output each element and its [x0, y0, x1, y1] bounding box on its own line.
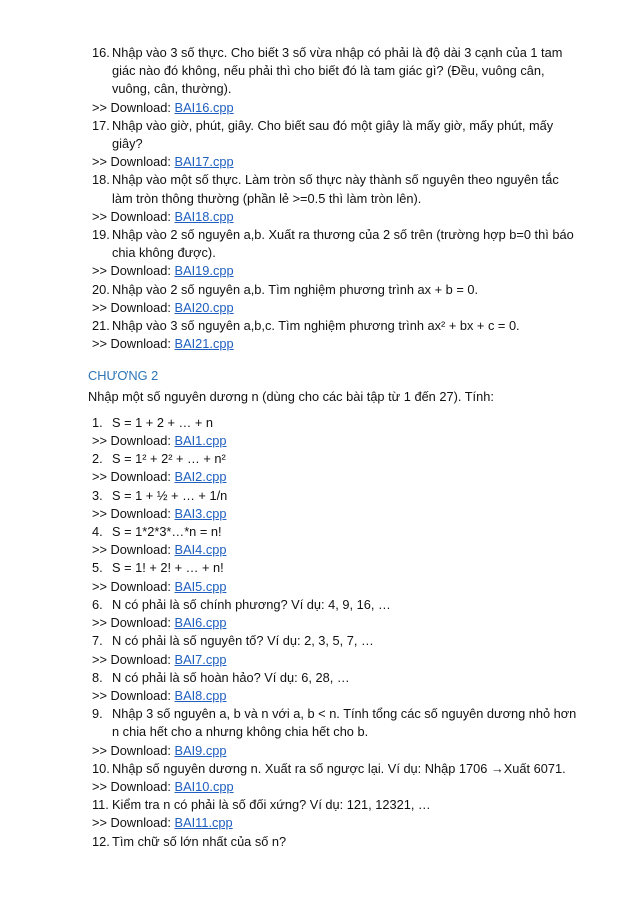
exercise-text: N có phải là số chính phương? Ví dụ: 4, 9, 16, … — [112, 596, 391, 612]
download-line — [92, 432, 578, 450]
download-line — [92, 99, 578, 117]
download-link-bai2[interactable]: BAI2.cpp — [174, 469, 227, 485]
exercise-number: 6. — [92, 596, 103, 612]
download-line — [92, 614, 578, 632]
download-line — [92, 651, 578, 669]
exercise-18 — [92, 171, 578, 207]
download-link-bai5[interactable]: BAI5.cpp — [174, 578, 227, 594]
download-line — [92, 262, 578, 280]
exercise-number: 12. — [92, 833, 110, 849]
exercise-17 — [92, 117, 578, 153]
download-label: >> Download: — [92, 651, 171, 667]
exercise-text: Kiểm tra n có phải là số đối xứng? Ví dụ: 121, 12321, … — [112, 797, 431, 813]
exercise-3 — [92, 487, 578, 505]
exercise-11 — [92, 796, 578, 814]
download-label: >> Download: — [92, 687, 171, 703]
exercise-text: S = 1² + 2² + … + n² — [112, 451, 226, 467]
download-link-bai17[interactable]: BAI17.cpp — [174, 154, 234, 170]
download-label: >> Download: — [92, 433, 171, 449]
exercise-number: 19. — [92, 227, 110, 243]
download-line — [92, 468, 578, 486]
exercise-text: S = 1 + ½ + … + 1/n — [112, 487, 228, 503]
exercise-text: Nhập vào 3 số nguyên a,b,c. Tìm nghiệm phương trình ax² + bx + c = 0. — [112, 318, 520, 334]
exercise-9 — [92, 705, 578, 741]
exercise-text: S = 1! + 2! + … + n! — [112, 560, 224, 576]
download-link-bai3[interactable]: BAI3.cpp — [174, 505, 227, 521]
exercise-number: 17. — [92, 117, 110, 133]
download-link-bai7[interactable]: BAI7.cpp — [174, 651, 227, 667]
download-label: >> Download: — [92, 542, 171, 558]
download-label: >> Download: — [92, 615, 171, 631]
download-line — [92, 208, 578, 226]
download-line — [92, 687, 578, 705]
exercise-6 — [92, 596, 578, 614]
exercise-number: 8. — [92, 669, 103, 685]
exercise-number: 9. — [92, 706, 103, 722]
exercise-21 — [92, 317, 578, 335]
exercise-text: N có phải là số hoàn hảo? Ví dụ: 6, 28, … — [112, 669, 350, 685]
exercise-text: Nhập vào giờ, phút, giây. Cho biết sau đó một giây là mấy giờ, mấy phút, mấy giây? — [112, 117, 554, 152]
download-link-bai9[interactable]: BAI9.cpp — [174, 742, 227, 758]
chapter-heading: CHƯƠNG 2 — [88, 368, 159, 384]
download-line — [92, 541, 578, 559]
download-label: >> Download: — [92, 336, 171, 352]
download-line — [92, 778, 578, 796]
exercise-number: 18. — [92, 172, 110, 188]
download-line — [92, 335, 578, 353]
download-link-bai20[interactable]: BAI20.cpp — [174, 299, 234, 315]
exercise-12 — [92, 833, 578, 851]
download-link-bai16[interactable]: BAI16.cpp — [174, 99, 234, 115]
exercise-4 — [92, 523, 578, 541]
exercise-number: 3. — [92, 487, 103, 503]
exercise-number: 20. — [92, 281, 110, 297]
download-line — [92, 299, 578, 317]
chapter-2 — [88, 367, 578, 850]
exercise-2 — [92, 450, 578, 468]
download-link-bai18[interactable]: BAI18.cpp — [174, 208, 234, 224]
download-label: >> Download: — [92, 263, 171, 279]
download-label: >> Download: — [92, 815, 171, 831]
exercise-7 — [92, 632, 578, 650]
section-1 — [92, 44, 578, 353]
download-link-bai11[interactable]: BAI11.cpp — [174, 815, 233, 831]
download-label: >> Download: — [92, 154, 171, 170]
download-label: >> Download: — [92, 778, 171, 794]
download-label: >> Download: — [92, 505, 171, 521]
exercise-text: N có phải là số nguyên tố? Ví dụ: 2, 3, 5, 7, … — [112, 633, 374, 649]
exercise-text: S = 1*2*3*…*n = n! — [112, 524, 222, 540]
exercise-number: 5. — [92, 560, 103, 576]
exercise-text: Nhập vào 2 số nguyên a,b. Xuất ra thương của 2 số trên (trường hợp b=0 thì báo chia không được). — [112, 227, 574, 261]
exercise-16 — [92, 44, 578, 99]
download-link-bai21[interactable]: BAI21.cpp — [174, 336, 234, 352]
download-line — [92, 742, 578, 760]
download-link-bai19[interactable]: BAI19.cpp — [174, 263, 234, 279]
exercise-number: 7. — [92, 633, 103, 649]
exercise-19 — [92, 226, 578, 262]
exercise-1 — [92, 414, 578, 432]
download-label: >> Download: — [92, 578, 171, 594]
download-label: >> Download: — [92, 299, 171, 315]
download-label: >> Download: — [92, 469, 171, 485]
exercise-20 — [92, 281, 578, 299]
exercise-text: Nhập vào 3 số thực. Cho biết 3 số vừa nhập có phải là độ dài 3 cạnh của 1 tam giác nào đó không, nếu phải thì cho biết đó là tam giác gì? (Đều, vuông cân, vuông, cân, thường). — [112, 45, 563, 97]
download-label: >> Download: — [92, 99, 171, 115]
exercise-number: 10. — [92, 760, 110, 776]
exercise-text: Nhập vào một số thực. Làm tròn số thực này thành số nguyên theo nguyên tắc làm tròn thông thường (phần lẻ >=0.5 thì làm tròn lên). — [112, 172, 559, 206]
download-link-bai8[interactable]: BAI8.cpp — [174, 687, 227, 703]
download-link-bai1[interactable]: BAI1.cpp — [174, 433, 227, 449]
download-line — [92, 505, 578, 523]
download-line — [92, 153, 578, 171]
exercise-8 — [92, 669, 578, 687]
exercise-text: Nhập 3 số nguyên a, b và n với a, b < n. Tính tổng các số nguyên dương nhỏ hơn n chia hết cho a nhưng không chia hết cho b. — [112, 706, 577, 740]
exercise-text: Nhập số nguyên dương n. Xuất ra số ngược lại. Ví dụ: Nhập 1706 →Xuất 6071. — [112, 760, 566, 776]
exercise-text: S = 1 + 2 + … + n — [112, 414, 214, 430]
exercise-number: 1. — [92, 414, 103, 430]
exercise-number: 11. — [92, 797, 109, 813]
exercise-10 — [92, 760, 578, 778]
exercise-number: 21. — [92, 318, 110, 334]
download-link-bai10[interactable]: BAI10.cpp — [174, 778, 234, 794]
exercise-number: 2. — [92, 451, 103, 467]
exercise-5 — [92, 559, 578, 577]
download-line — [92, 578, 578, 596]
exercise-number: 16. — [92, 45, 110, 60]
download-label: >> Download: — [92, 208, 171, 224]
download-line — [92, 814, 578, 832]
exercise-text: Tìm chữ số lớn nhất của số n? — [112, 833, 287, 849]
chapter-intro: Nhập một số nguyên dương n (dùng cho các bài tập từ 1 đến 27). Tính: — [88, 388, 494, 404]
download-label: >> Download: — [92, 742, 171, 758]
exercise-text: Nhập vào 2 số nguyên a,b. Tìm nghiệm phương trình ax + b = 0. — [112, 281, 479, 297]
download-link-bai4[interactable]: BAI4.cpp — [174, 542, 227, 558]
exercise-number: 4. — [92, 524, 103, 540]
download-link-bai6[interactable]: BAI6.cpp — [174, 615, 227, 631]
